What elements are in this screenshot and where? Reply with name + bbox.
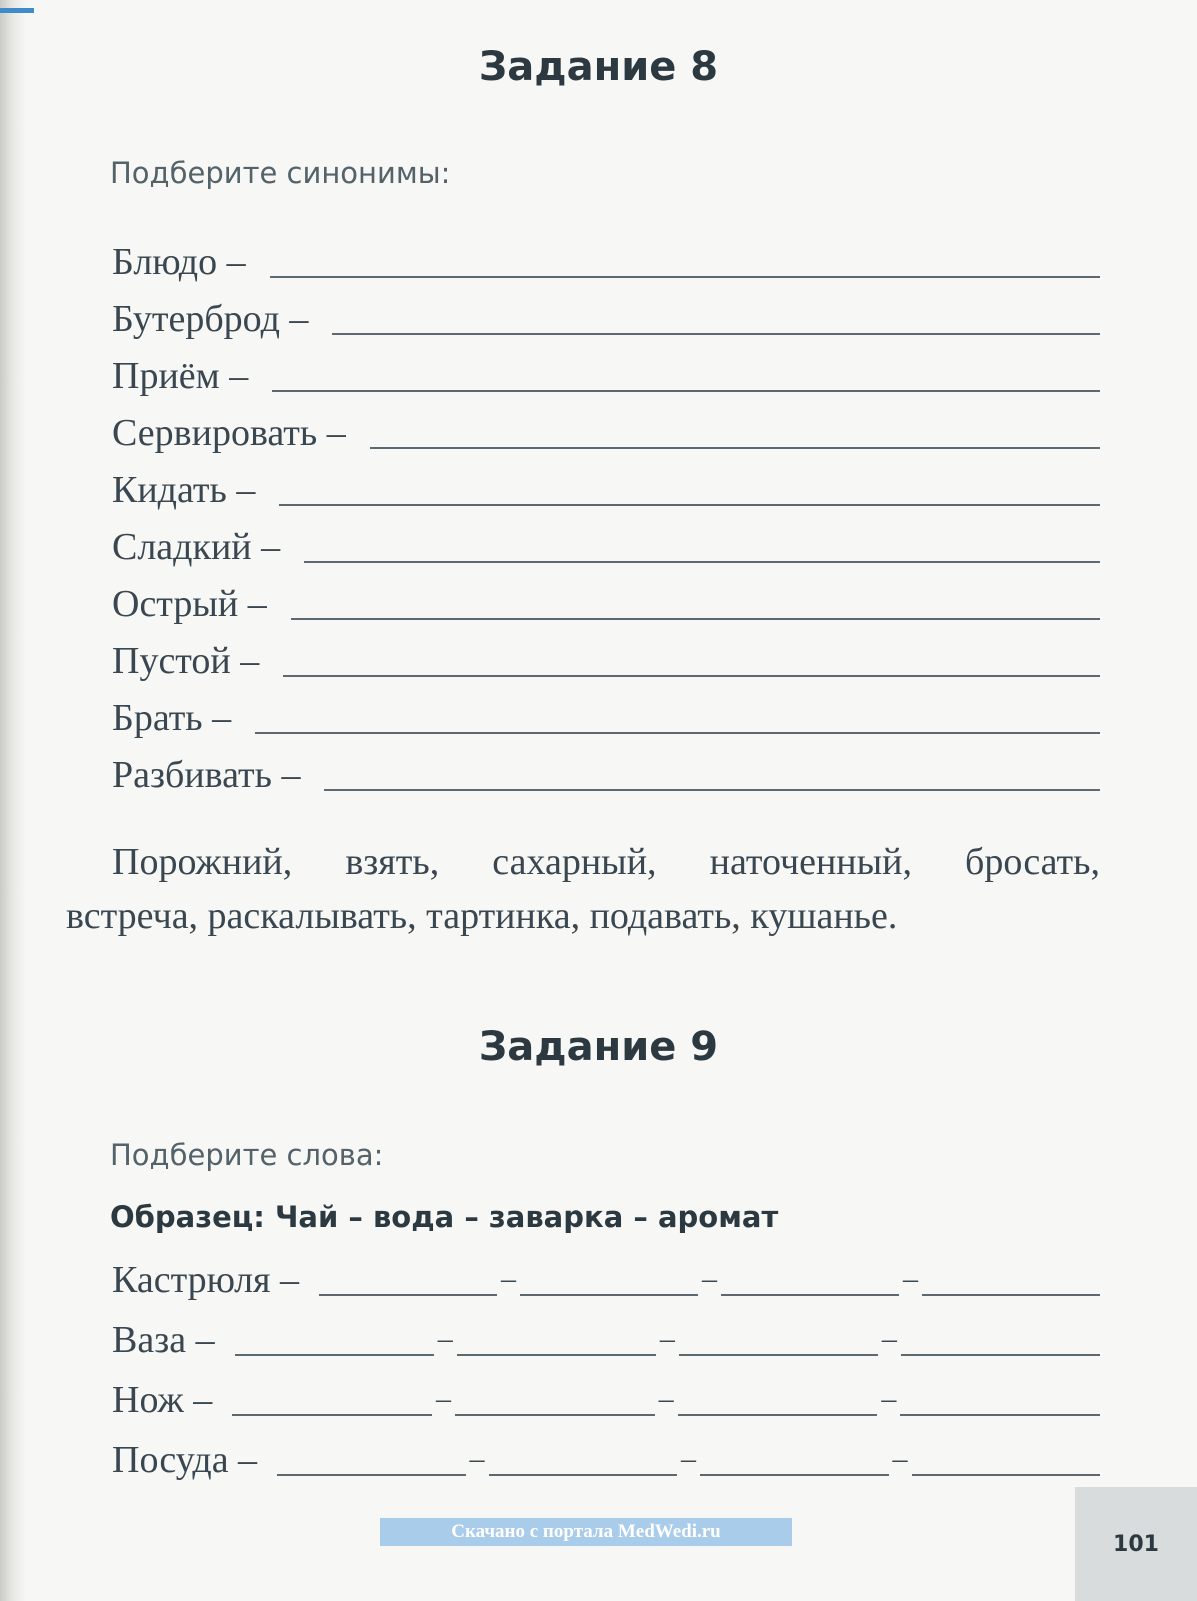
word-bank-line-2: встреча, раскалывать, тартинка, подавать, кушанье. bbox=[66, 895, 898, 937]
answer-line[interactable] bbox=[370, 447, 1100, 449]
synonym-row bbox=[112, 289, 1100, 341]
synonym-word: Кидать – bbox=[112, 469, 256, 511]
chain-word: Нож – bbox=[112, 1379, 213, 1421]
page-number: 101 bbox=[1075, 1487, 1197, 1601]
answer-line[interactable] bbox=[332, 333, 1100, 335]
chain-separator: – bbox=[881, 1382, 897, 1415]
synonym-word: Блюдо – bbox=[112, 241, 246, 283]
chain-word: Посуда – bbox=[112, 1439, 258, 1481]
synonym-row bbox=[112, 745, 1100, 797]
chain-separator: – bbox=[659, 1322, 675, 1355]
chain-separator: – bbox=[681, 1442, 697, 1475]
chain-separator: – bbox=[501, 1262, 517, 1295]
task8-instruction: Подберите синонимы: bbox=[110, 156, 451, 190]
word-chain-row bbox=[112, 1430, 1100, 1482]
synonym-word: Острый – bbox=[112, 583, 267, 625]
answer-line[interactable] bbox=[324, 789, 1100, 791]
chain-separator: – bbox=[892, 1442, 908, 1475]
answer-line[interactable] bbox=[272, 390, 1100, 392]
chain-separator: – bbox=[437, 1322, 453, 1355]
answer-line[interactable] bbox=[721, 1294, 899, 1296]
chain-separator: – bbox=[881, 1322, 897, 1355]
task9-title: Задание 9 bbox=[478, 1024, 719, 1070]
answer-line[interactable] bbox=[489, 1474, 677, 1476]
answer-line[interactable] bbox=[232, 1414, 432, 1416]
synonym-row bbox=[112, 688, 1100, 740]
chain-separator: – bbox=[702, 1262, 718, 1295]
answer-line[interactable] bbox=[291, 618, 1100, 620]
synonym-word: Сладкий – bbox=[112, 526, 281, 568]
synonym-row bbox=[112, 574, 1100, 626]
word-bank bbox=[66, 835, 1100, 943]
chain-separator: – bbox=[658, 1382, 674, 1415]
page-binding-edge bbox=[0, 0, 26, 1601]
chain-word: Кастрюля – bbox=[112, 1259, 300, 1301]
synonym-word: Бутерброд – bbox=[112, 298, 309, 340]
answer-line[interactable] bbox=[679, 1354, 878, 1356]
synonym-row bbox=[112, 232, 1100, 284]
answer-line[interactable] bbox=[279, 504, 1100, 506]
word-chain-row bbox=[112, 1250, 1100, 1302]
synonym-row bbox=[112, 631, 1100, 683]
answer-line[interactable] bbox=[277, 1474, 465, 1476]
word-bank-line-1: Порожний, взять, сахарный, наточенный, бросать, bbox=[112, 841, 1100, 883]
answer-line[interactable] bbox=[900, 1414, 1100, 1416]
answer-line[interactable] bbox=[235, 1354, 434, 1356]
synonym-word: Пустой – bbox=[112, 640, 260, 682]
synonym-row bbox=[112, 403, 1100, 455]
synonym-word: Сервировать – bbox=[112, 412, 346, 454]
synonym-row bbox=[112, 517, 1100, 569]
chain-separator: – bbox=[903, 1262, 919, 1295]
answer-line[interactable] bbox=[912, 1474, 1100, 1476]
synonym-row bbox=[112, 346, 1100, 398]
chain-separator: – bbox=[469, 1442, 485, 1475]
answer-line[interactable] bbox=[700, 1474, 888, 1476]
chain-separator: – bbox=[435, 1382, 451, 1415]
answer-line[interactable] bbox=[678, 1414, 878, 1416]
word-chain-row bbox=[112, 1370, 1100, 1422]
answer-line[interactable] bbox=[922, 1294, 1100, 1296]
answer-line[interactable] bbox=[520, 1294, 698, 1296]
answer-line[interactable] bbox=[901, 1354, 1100, 1356]
synonym-word: Приём – bbox=[112, 355, 249, 397]
edge-mark bbox=[0, 8, 34, 13]
answer-line[interactable] bbox=[283, 675, 1100, 677]
task8-title: Задание 8 bbox=[478, 44, 719, 90]
watermark-banner: Скачано с портала MedWedi.ru bbox=[380, 1518, 792, 1546]
answer-line[interactable] bbox=[270, 276, 1100, 278]
answer-line[interactable] bbox=[457, 1354, 656, 1356]
answer-line[interactable] bbox=[304, 561, 1100, 563]
synonym-word: Брать – bbox=[112, 697, 232, 739]
task9-sample: Образец: Чай – вода – заварка – аромат bbox=[110, 1200, 779, 1234]
synonym-row bbox=[112, 460, 1100, 512]
synonym-word: Разбивать – bbox=[112, 754, 301, 796]
word-chain-row bbox=[112, 1310, 1100, 1362]
answer-line[interactable] bbox=[319, 1294, 497, 1296]
answer-line[interactable] bbox=[455, 1414, 655, 1416]
chain-word: Ваза – bbox=[112, 1319, 215, 1361]
task9-instruction: Подберите слова: bbox=[110, 1138, 384, 1172]
answer-line[interactable] bbox=[255, 732, 1100, 734]
